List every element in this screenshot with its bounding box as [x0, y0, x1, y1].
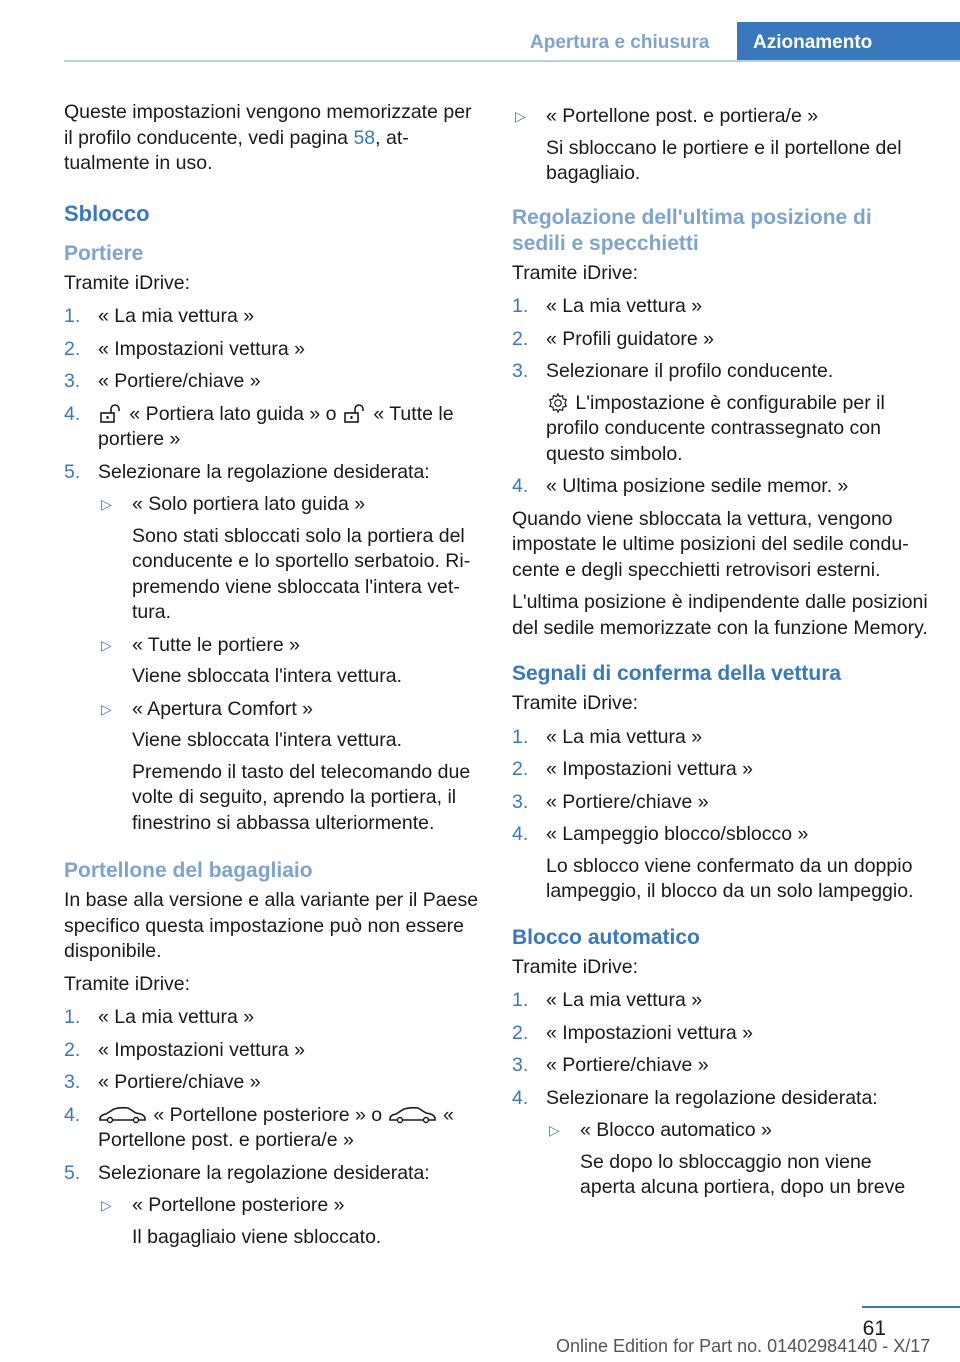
- tramite-text: Tramite iDrive:: [64, 271, 191, 294]
- triangle-bullet-icon: ▷: [101, 1197, 112, 1213]
- list-item: 3. « Portiere/chiave »: [64, 370, 261, 392]
- list-item: 2. « Impostazioni vettura »: [512, 1021, 754, 1044]
- right-column: [512, 100, 928, 1208]
- list-item: 1. « La mia vettura »: [512, 989, 703, 1011]
- tramite-text: Tramite iDrive:: [512, 261, 639, 284]
- tramite-text: Tramite iDrive:: [64, 972, 191, 995]
- triangle-bullet-icon: ▷: [515, 108, 526, 124]
- page-link[interactable]: 58: [353, 126, 376, 149]
- triangle-bullet-icon: ▷: [101, 700, 112, 717]
- list-item: 4. « Lampeggio blocco/sblocco » Lo sblocco viene confermato da un doppio lampeggio, il blocco da un solo lampeggio.: [512, 823, 914, 902]
- header-rule: [64, 60, 960, 62]
- car-trunk-icon: [388, 1105, 438, 1125]
- segnali-steps: [512, 725, 928, 905]
- heading-regolazione: Regolazione dell'ultima posizione di sedili e specchietti: [512, 205, 872, 255]
- portellone-steps: [64, 1005, 484, 1250]
- list-item: 4. « Portiera lato guida » o « Tutte le portiere »: [64, 402, 454, 450]
- footer-rule: [862, 1306, 960, 1308]
- page-number: 61: [862, 1317, 886, 1340]
- list-item: 1. « La mia vettura »: [512, 725, 703, 748]
- car-trunk-icon: [98, 1105, 148, 1125]
- heading-sblocco: Sblocco: [64, 200, 150, 226]
- list-item: 3. Selezionare il profilo conducente. L'impostazione è configurabile per il profilo conducente contrassegnato con questo simbolo.: [512, 359, 928, 467]
- list-item: ▷ « Tutte le portiere » Viene sbloccata l'intera vettura.: [101, 633, 403, 687]
- section-title: Apertura e chiusura: [530, 32, 710, 53]
- portellone-intro: In base alla versione e alla variante per il Paese specifico questa impostazione può non essere disponibile.: [64, 889, 479, 962]
- chapter-tab: Azionamento: [737, 22, 960, 62]
- list-item: ▷ « Apertura Comfort » Viene sbloccata l'intera vettura. Premendo il tasto del telecomando due volte di seguito, aprendo la portiera, il finestrino si abbassa ulteriormente.: [101, 697, 471, 834]
- list-item: 4. Selezionare la regolazione desiderata: ▷ « Blocco automatico » Se dopo lo sbloccaggio non viene aperta alcuna portiera, dopo un breve: [512, 1086, 928, 1201]
- list-item: ▷ « Portellone posteriore » Il bagagliaio viene sbloccato.: [101, 1194, 382, 1248]
- list-item: 5. Selezionare la regolazione desiderata: ▷ « Portellone posteriore » Il bagagliaio viene sbloccato.: [64, 1161, 484, 1251]
- regolazione-steps: [512, 294, 928, 500]
- edition-text: Online Edition for Part no. 01402984140 - X/17: [556, 1336, 931, 1356]
- intro-paragraph: Queste impostazioni vengono memorizzate per il profilo conducente, vedi pagina 58, attualmente in uso.: [64, 101, 472, 174]
- triangle-bullet-icon: ▷: [101, 496, 112, 512]
- list-item: ▷ « Blocco automatico » Se dopo lo sbloccaggio non viene aperta alcuna portiera, dopo un breve: [549, 1119, 906, 1198]
- list-item: ▷ « Solo portiera lato guida » Sono stati sbloccati solo la portiera del conducente e lo sportello serbatoio. Ripremendo viene sbloccata l'intera vettura.: [101, 493, 471, 623]
- list-item: 3. « Portiere/chiave »: [64, 1071, 261, 1093]
- list-item: 2. « Profili guidatore »: [512, 327, 715, 350]
- paragraph: Quando viene sbloccata la vettura, vengono impostate le ultime posizioni del sedile conducente e degli specchietti retrovisori esterni.: [512, 507, 909, 581]
- list-item: ▷ « Portellone post. e portiera/e » Si sbloccano le portiere e il portellone del bagagliaio.: [515, 105, 902, 184]
- blocco-steps: [512, 988, 928, 1201]
- heading-portellone: Portellone del bagagliaio: [64, 859, 313, 882]
- unlock-icon: [98, 404, 124, 424]
- left-column: [64, 100, 484, 1257]
- gear-icon: [546, 392, 570, 414]
- heading-blocco: Blocco automatico: [512, 925, 700, 949]
- list-item: 4. « Ultima posizione sedile memor. »: [512, 475, 849, 497]
- list-item: 5. Selezionare la regolazione desiderata: ▷ « Solo portiera lato guida » Sono stati sbloccati solo la portiera del conducente e lo sportello serbatoio. Ripremendo viene sbloccata l'intera vettura. ▷ « Tutte le portiere » Viene sbloccata l'intera vettura. ▷ « Apertura Comfort » Viene sbloccata l'intera vettura. Premendo il tasto del telecomando due volte di seguito, aprendo la portiera, il finestrino si abbassa ulteriormente.: [64, 460, 484, 837]
- options-list: [98, 492, 484, 836]
- heading-segnali: Segnali di conferma della vettura: [512, 662, 842, 685]
- tramite-text: Tramite iDrive:: [512, 955, 639, 978]
- list-item: 2. « Impostazioni vettura »: [64, 1038, 306, 1061]
- paragraph: L'ultima posizione è indipendente dalle posizioni del sedile memorizzate con la funzione Memory.: [512, 591, 928, 639]
- heading-portiere: Portiere: [64, 241, 144, 265]
- list-item: 2. « Impostazioni vettura »: [64, 337, 306, 360]
- list-item: 3. « Portiere/chiave »: [512, 790, 709, 813]
- portiere-steps: [64, 304, 484, 836]
- options-list: [546, 1118, 928, 1201]
- list-item: 1. « La mia vettura »: [64, 305, 255, 327]
- page-header: [0, 22, 960, 62]
- profile-note: L'impostazione è configurabile per il profilo conducente contrassegnato con questo simbolo.: [546, 391, 885, 465]
- list-item: 4. « Portellone posteriore » o « Portellone post. e portiera/e »: [64, 1103, 454, 1151]
- list-item: 1. « La mia vettura »: [64, 1006, 255, 1028]
- options-list: [512, 104, 928, 187]
- triangle-bullet-icon: ▷: [101, 636, 112, 653]
- list-item: 2. « Impostazioni vettura »: [512, 758, 754, 780]
- unlock-icon: [342, 404, 368, 424]
- options-list: [98, 1193, 484, 1250]
- list-item: 3. « Portiere/chiave »: [512, 1054, 709, 1076]
- list-item: 1. « La mia vettura »: [512, 295, 703, 317]
- triangle-bullet-icon: ▷: [549, 1122, 560, 1138]
- tramite-text: Tramite iDrive:: [512, 692, 639, 714]
